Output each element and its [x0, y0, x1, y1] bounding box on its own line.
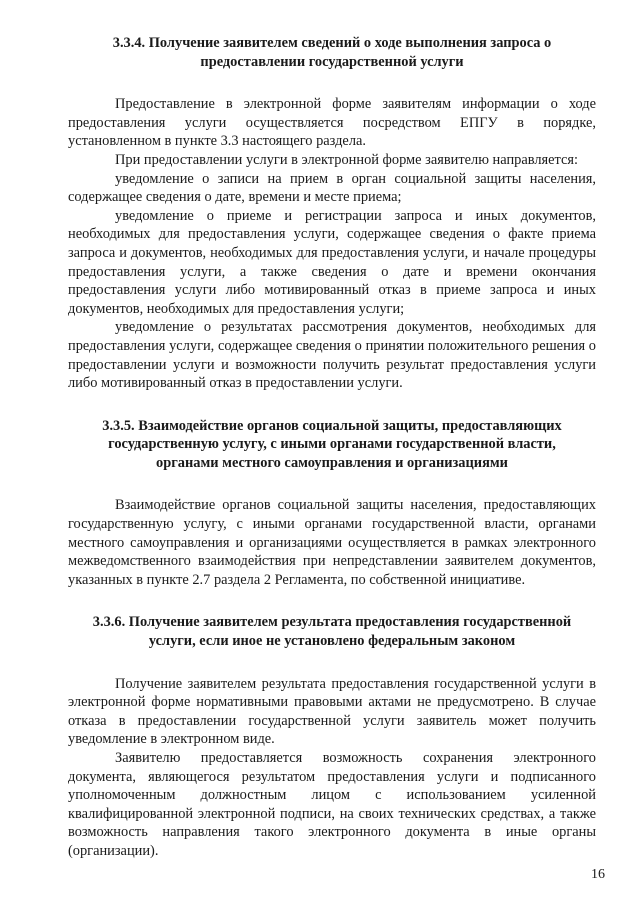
spacer — [68, 71, 596, 95]
section-heading-3-3-5 — [68, 417, 596, 473]
spacer — [68, 393, 596, 417]
heading-line: 3.3.5. Взаимодействие органов социальной защиты, предоставляющих — [102, 417, 562, 434]
spacer — [68, 651, 596, 675]
page-number: 16 — [591, 867, 605, 882]
paragraph: Получение заявителем результата предоставления государственной услуги в электронной форме нормативными правовыми актами не предусмотрено. В случае отказа в предоставлении государственной услуги заявитель может получить уведомление в электронном виде. — [68, 675, 596, 748]
heading-line: государственную услугу, с иными органами государственной власти, — [108, 436, 556, 453]
page-content — [68, 34, 596, 861]
paragraph: Взаимодействие органов социальной защиты населения, предоставляющих государственную услугу, с иными органами государственной власти, органами местного самоуправления и организациями осуществляется в рамках электронного межведомственного взаимодействия при непредставлении заявителем документов, указанных в пункте 2.7 раздела 2 Регламента, по собственной инициативе. — [68, 497, 596, 588]
paragraph: уведомление о результатах рассмотрения документов, необходимых для предоставления услуги, содержащее сведения о принятии положительного решения о предоставлении услуги и возможности получить результат предоставления услуги либо мотивированный отказ в предоставлении услуги. — [68, 319, 596, 392]
heading-line: органами местного самоуправления и организациями — [156, 454, 508, 471]
paragraph: При предоставлении услуги в электронной форме заявителю направляется: — [115, 151, 578, 168]
paragraph: уведомление о приеме и регистрации запроса и иных документов, необходимых для предоставления услуги, содержащее сведения о факте приема запроса и документов, необходимых для предоставления услуги, и начале процедуры предоставления услуги, а также сведения о дате и времени окончания предоставления услуги либо мотивированный отказ в приеме запроса и иных документов, необходимых для предоставления услуги; — [68, 207, 596, 317]
heading-line: предоставлении государственной услуги — [200, 53, 464, 70]
paragraph: Заявителю предоставляется возможность сохранения электронного документа, являющегося результатом предоставления услуги и подписанного уполномоченным должностным лицом с использованием усиленной квалифицированной электронной подписи, на своих технических средствах, а также возможность направления такого электронного документа в иные органы (организации). — [68, 750, 596, 859]
spacer — [68, 589, 596, 613]
heading-line: услуги, если иное не установлено федеральным законом — [148, 633, 516, 650]
heading-line: 3.3.6. Получение заявителем результата предоставления государственной — [92, 614, 572, 631]
paragraph: уведомление о записи на прием в орган социальной защиты населения, содержащее сведения о дате, времени и месте приема; — [68, 170, 596, 206]
section-heading-3-3-4 — [68, 34, 596, 71]
spacer — [68, 472, 596, 496]
paragraph: Предоставление в электронной форме заявителям информации о ходе предоставления услуги осуществляется посредством ЕПГУ в порядке, установленном в пункте 3.3 настоящего раздела. — [68, 96, 596, 150]
section-heading-3-3-6 — [68, 613, 596, 650]
heading-line: 3.3.4. Получение заявителем сведений о ходе выполнения запроса о — [112, 35, 552, 51]
